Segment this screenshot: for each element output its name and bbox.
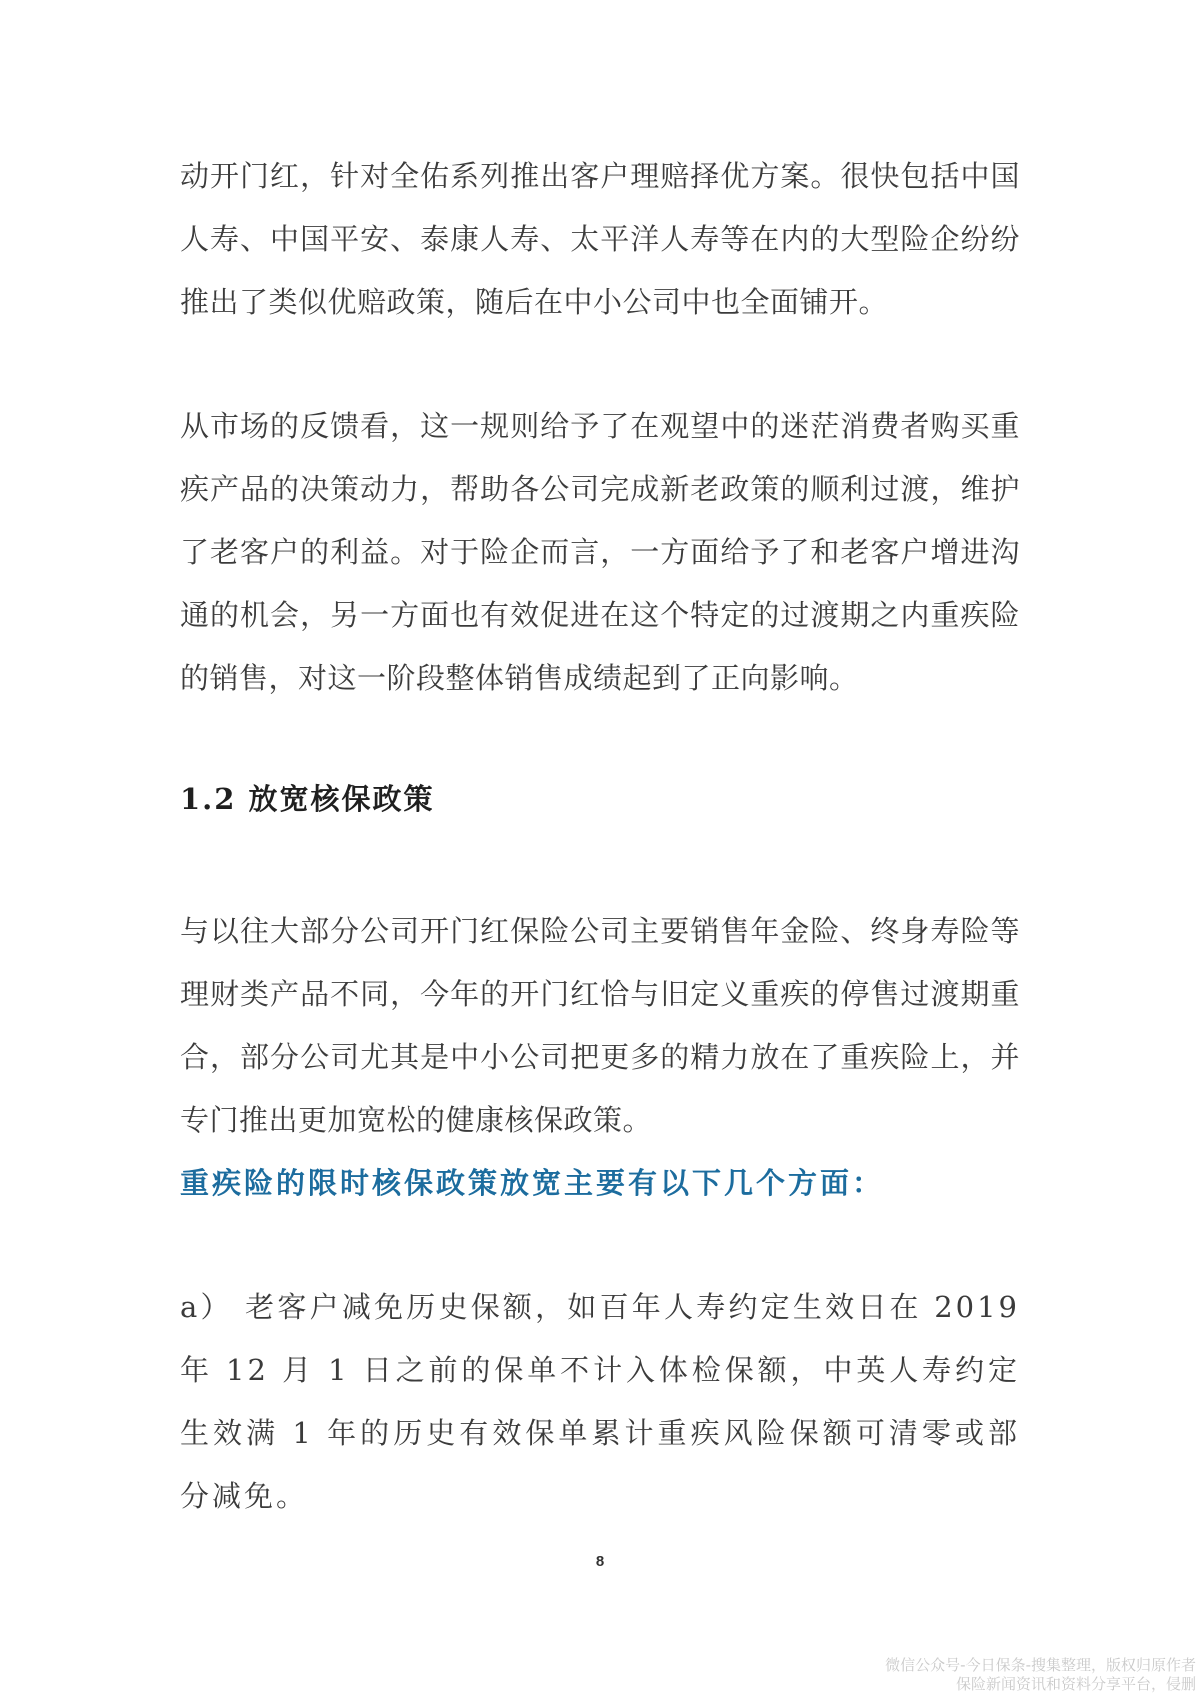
paragraph-item-a: a） 老客户减免历史保额，如百年人寿约定生效日在 2019 年 12 月 1 日之前的保单不计入体检保额，中英人寿约定生效满 1 年的历史有效保单累计重疾风险保额可清零或部分减免。 [180,1290,1020,1513]
section-heading: 1.2 放宽核保政策 [180,782,435,816]
paragraph-market-feedback: 从市场的反馈看，这一规则给予了在观望中的迷茫消费者购买重疾产品的决策动力，帮助各公司完成新老政策的顺利过渡，维护了老客户的利益。对于险企而言，一方面给予了和老客户增进沟通的机会，另一方面也有效促进在这个特定的过渡期之内重疾险的销售，对这一阶段整体销售成绩起到了正向影响。 [180,409,1020,695]
watermark [836,1656,1196,1694]
watermark-line-1: 微信公众号-今日保条-搜集整理，版权归原作者 [885,1656,1196,1674]
paragraph-claims-policy: 动开门红，针对全佑系列推出客户理赔择优方案。很快包括中国人寿、中国平安、泰康人寿、太平洋人寿等在内的大型险企纷纷推出了类似优赔政策，随后在中小公司中也全面铺开。 [180,159,1020,319]
page-number: 8 [595,1553,605,1570]
highlight-heading: 重疾险的限时核保政策放宽主要有以下几个方面： [180,1166,885,1200]
paragraph-underwriting-intro: 与以往大部分公司开门红保险公司主要销售年金险、终身寿险等理财类产品不同，今年的开门红恰与旧定义重疾的停售过渡期重合，部分公司尤其是中小公司把更多的精力放在了重疾险上，并专门推出更加宽松的健康核保政策。 [180,914,1020,1137]
watermark-line-2: 保险新闻资讯和资料分享平台，侵删 [955,1675,1196,1693]
